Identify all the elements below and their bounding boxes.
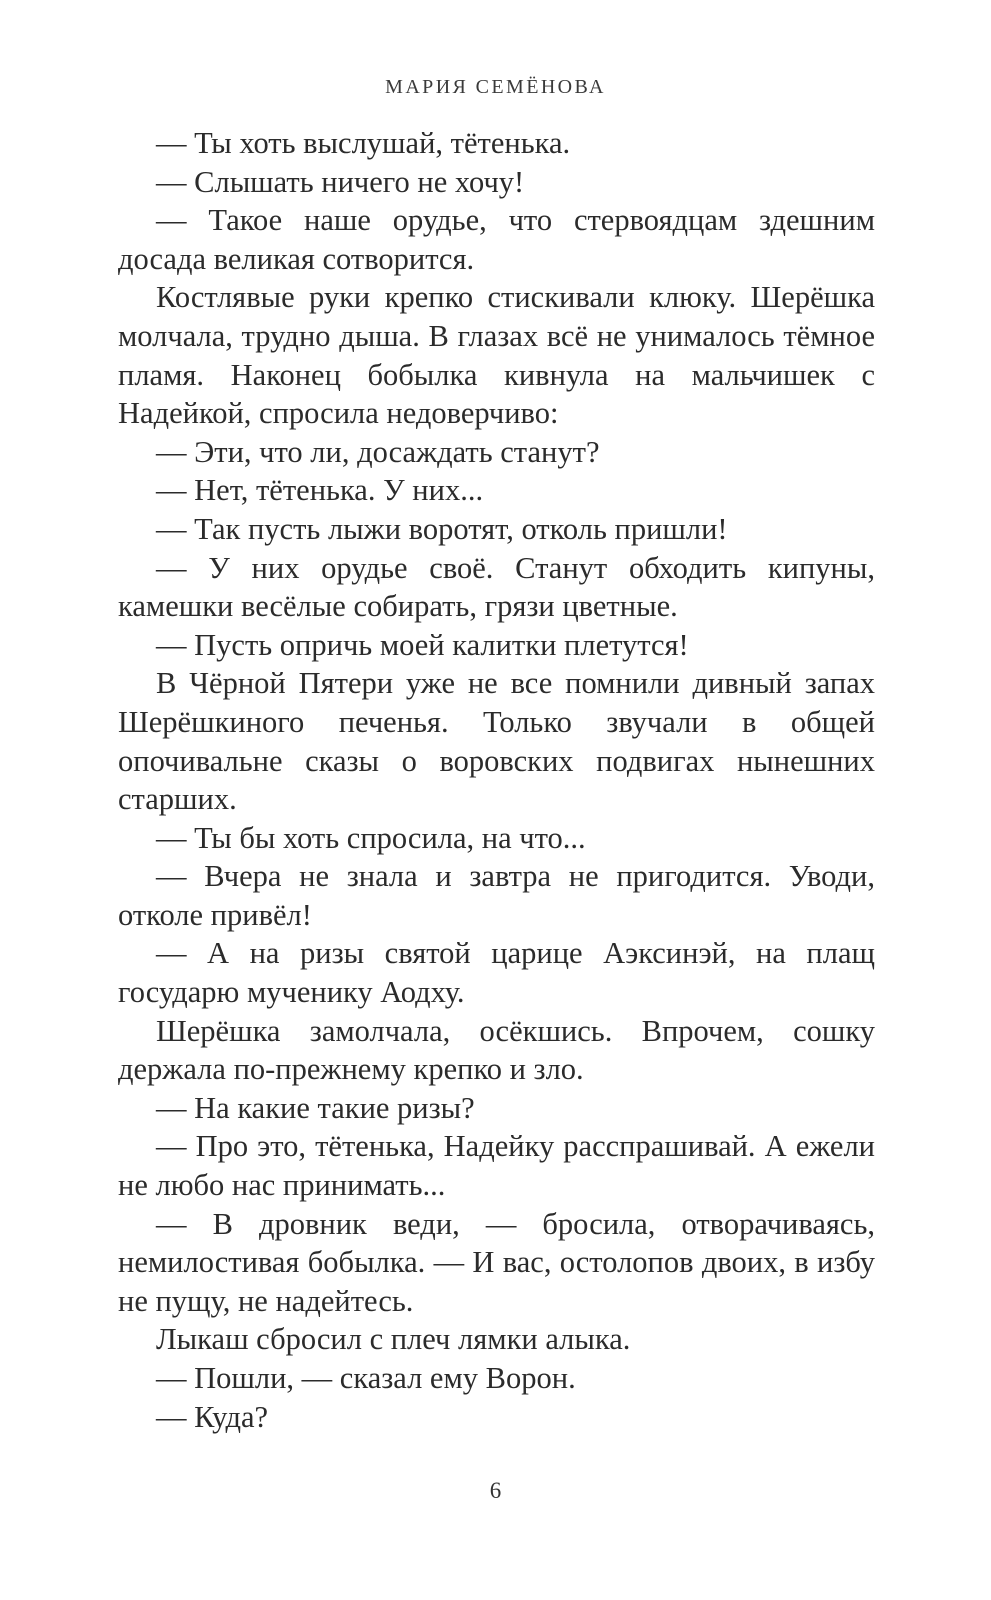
paragraph: Костлявые руки крепко стискивали клюку. Шерёшка молчала, трудно дыша. В глазах всё не унималось тёмное пламя. Наконец бобылка кивнула на мальчишек с Надейкой, спросила недоверчиво:	[118, 280, 875, 431]
paragraph: Лыкаш сбросил с плеч лямки алыка.	[156, 1322, 631, 1357]
body-text	[118, 124, 875, 1436]
paragraph: — Такое наше орудье, что стервоядцам здешним досада великая сотворится.	[118, 203, 875, 276]
paragraph: В Чёрной Пятери уже не все помнили дивный запах Шерёшкиного печенья. Только звучали в общей опочивальне сказы о воровских подвигах нынешних старших.	[118, 666, 875, 817]
paragraph: — Нет, тётенька. У них...	[156, 473, 484, 508]
paragraph: — Слышать ничего не хочу!	[156, 164, 525, 199]
paragraph: — Эти, что ли, досаждать станут?	[156, 434, 600, 469]
paragraph: — В дровник веди, — бросила, отворачиваясь, немилостивая бобылка. — И вас, остолопов двоих, в избу не пущу, не надейтесь.	[118, 1206, 875, 1318]
paragraph: — Ты бы хоть спросила, на что...	[156, 820, 586, 855]
page-number: 6	[489, 1478, 502, 1503]
paragraph: — Вчера не знала и завтра не пригодится. Уводи, отколе привёл!	[118, 859, 875, 932]
paragraph: — А на ризы святой царице Аэксинэй, на плащ государю мученику Аодху.	[118, 936, 875, 1010]
paragraph: — На какие такие ризы?	[156, 1090, 475, 1125]
paragraph: Шерёшка замолчала, осёкшись. Впрочем, сошку держала по-прежнему крепко и зло.	[118, 1013, 875, 1087]
paragraph: — Про это, тётенька, Надейку расспрашивай. А ежели не любо нас принимать...	[118, 1129, 875, 1203]
paragraph: — Пусть опричь моей калитки плетутся!	[156, 627, 689, 662]
paragraph: — Ты хоть выслушай, тётенька.	[156, 126, 571, 160]
paragraph: — Так пусть лыжи воротят, отколь пришли!	[156, 511, 728, 546]
paragraph: — Пошли, — сказал ему Ворон.	[156, 1361, 576, 1395]
running-head-author: МАРИЯ СЕМЁНОВА	[385, 76, 606, 98]
paragraph: — У них орудье своё. Станут обходить кипуны, камешки весёлые собирать, грязи цветные.	[118, 550, 875, 624]
paragraph: — Куда?	[156, 1399, 269, 1434]
